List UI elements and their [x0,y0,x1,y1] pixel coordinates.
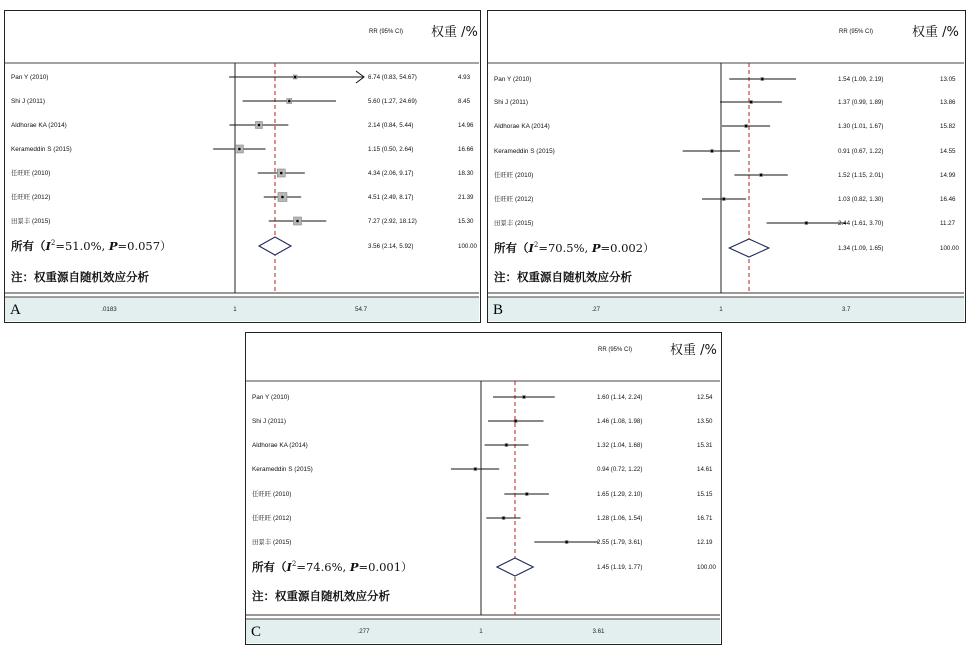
rr-ci-value: 2.14 (0.84, 5.44) [368,122,414,129]
study-row [11,145,474,153]
i-squared-symbol: I [528,241,534,255]
overall-diamond [497,558,533,576]
i-squared-value: =70.5%, [538,241,592,255]
study-name: 田景丰 (2015) [11,218,51,225]
study-name: 任旺旺 (2012) [252,515,292,522]
p-value: =0.057） [117,239,172,253]
random-effects-note: 注：权重源自随机效应分析 [11,270,149,284]
overall-diamond [729,239,769,257]
p-symbol: P [108,239,118,253]
overall-rr-ci: 1.34 (1.09, 1.65) [838,245,884,252]
weight-value: 14.61 [697,466,713,473]
study-row [252,537,713,546]
x-tick-label: 1 [719,306,723,313]
x-tick-label: .0183 [101,306,117,313]
study-row [252,442,713,449]
study-name: 田景丰 (2015) [252,539,292,546]
study-row [11,122,474,130]
study-row [494,76,956,83]
rr-ci-value: 1.28 (1.06, 1.54) [597,515,643,522]
i-squared-value: =74.6%, [296,560,350,574]
point-estimate [805,222,808,225]
point-estimate [565,541,568,544]
x-tick-label: .277 [357,628,370,635]
rr-ci-value: 5.60 (1.27, 24.69) [368,98,417,105]
rr-ci-header: RR (95% CI) [598,347,633,353]
weight-value: 12.19 [697,539,713,546]
point-estimate [523,396,526,399]
study-name: Shi J (2011) [494,99,528,106]
study-name: Pan Y (2010) [494,76,532,83]
weight-value: 11.27 [940,220,956,227]
i-squared-symbol: I [45,239,51,253]
overall-weight: 100.00 [940,245,959,252]
weight-value: 12.54 [697,394,713,401]
i-squared-superscript: 2 [533,241,539,249]
weight-header: 权重 /% [431,25,478,40]
point-estimate [280,172,283,175]
point-estimate [281,196,284,199]
point-estimate [288,100,291,103]
rr-ci-value: 1.65 (1.29, 2.10) [597,491,643,498]
weight-value: 13.86 [940,99,956,106]
study-row [11,168,474,177]
overall-rr-ci: 3.56 (2.14, 5.92) [368,243,414,250]
weight-value: 14.96 [458,122,474,129]
weight-value: 21.39 [458,194,474,201]
overall-weight: 100.00 [697,564,716,571]
study-row [252,466,713,473]
i-squared-superscript: 2 [291,560,297,568]
study-row [11,216,474,225]
overall-label [11,239,172,253]
study-row [494,123,956,130]
panel-label: A [10,302,21,318]
study-row [252,418,713,425]
i-squared-symbol: I [286,560,292,574]
weight-value: 13.05 [940,76,956,83]
point-estimate [760,174,763,177]
rr-ci-value: 7.27 (2.92, 18.12) [368,218,417,225]
study-row [252,489,713,498]
axis-band [246,619,720,643]
panel-label: C [251,624,262,640]
weight-value: 14.99 [940,172,956,179]
point-estimate [238,148,241,151]
rr-ci-value: 0.91 (0.67, 1.22) [838,148,884,155]
overall-weight: 100.00 [458,243,477,250]
study-name: Pan Y (2010) [252,394,290,401]
rr-ci-value: 6.74 (0.83, 54.67) [368,74,417,81]
study-name: 任旺旺 (2010) [11,170,51,177]
random-effects-note: 注：权重源自随机效应分析 [494,270,632,284]
study-name: Aldhorae KA (2014) [252,442,308,449]
rr-ci-value: 1.54 (1.09, 2.19) [838,76,884,83]
x-tick-label: 54.7 [355,306,368,313]
x-tick-label: 3.61 [592,628,605,635]
study-name: Aldhorae KA (2014) [11,122,67,129]
overall-rr-ci: 1.45 (1.19, 1.77) [597,564,643,571]
weight-header: 权重 /% [912,25,959,40]
forest-plot-b [488,11,964,321]
study-name: Kerameddin S (2015) [494,148,555,155]
study-name: Shi J (2011) [252,418,286,425]
point-estimate [505,444,508,447]
i-squared-value: =51.0%, [55,239,109,253]
weight-value: 15.82 [940,123,956,130]
rr-ci-header: RR (95% CI) [369,29,404,35]
point-estimate [745,125,748,128]
study-row [11,98,471,105]
p-symbol: P [349,560,359,574]
study-name: Shi J (2011) [11,98,45,105]
study-row [494,218,956,227]
i-squared-superscript: 2 [50,239,56,247]
rr-ci-value: 4.34 (2.06, 9.17) [368,170,414,177]
point-estimate [294,76,297,79]
overall-label [494,241,655,255]
weight-value: 8.45 [458,98,471,105]
rr-ci-value: 1.52 (1.15, 2.01) [838,172,884,179]
rr-ci-value: 1.30 (1.01, 1.67) [838,123,884,130]
p-symbol: P [591,241,601,255]
x-tick-label: 3.7 [841,306,851,313]
x-tick-label: 1 [479,628,483,635]
study-name: Pan Y (2010) [11,74,49,81]
point-estimate [258,124,261,127]
study-name: 任旺旺 (2012) [494,196,534,203]
point-estimate [711,150,714,153]
rr-ci-value: 1.46 (1.08, 1.98) [597,418,643,425]
axis-band [488,297,964,321]
point-estimate [502,517,505,520]
weight-value: 16.66 [458,146,474,153]
study-row [11,192,474,202]
overall-label-text: 所有（ [494,241,529,255]
study-name: Kerameddin S (2015) [11,146,72,153]
forest-plot-panel-b [487,10,966,323]
study-name: Kerameddin S (2015) [252,466,313,473]
weight-value: 18.30 [458,170,474,177]
weight-value: 4.93 [458,74,471,81]
point-estimate [526,493,529,496]
study-row [494,99,956,106]
study-name: Aldhorae KA (2014) [494,123,550,130]
p-value: =0.002） [600,241,655,255]
weight-value: 16.71 [697,515,713,522]
rr-ci-value: 1.60 (1.14, 2.24) [597,394,643,401]
rr-ci-header: RR (95% CI) [839,29,874,35]
study-row [494,148,956,155]
study-row [252,513,713,522]
overall-label-text: 所有（ [252,560,287,574]
rr-ci-value: 1.37 (0.99, 1.89) [838,99,884,106]
overall-label-text: 所有（ [11,239,46,253]
point-estimate [514,420,517,423]
study-row [252,394,713,401]
axis-band [5,297,479,321]
study-row [11,71,471,83]
overall-label [252,560,413,574]
study-name: 田景丰 (2015) [494,220,534,227]
forest-plot-a [5,11,479,321]
x-tick-label: .27 [591,306,601,313]
study-row [494,194,956,203]
forest-plot-panel-a [4,10,481,323]
weight-value: 13.50 [697,418,713,425]
rr-ci-value: 4.51 (2.49, 8.17) [368,194,414,201]
study-row [494,170,956,179]
study-name: 任旺旺 (2012) [11,194,51,201]
point-estimate [761,78,764,81]
rr-ci-value: 1.32 (1.04, 1.68) [597,442,643,449]
panel-label: B [493,302,504,318]
weight-value: 14.55 [940,148,956,155]
rr-ci-value: 1.03 (0.82, 1.30) [838,196,884,203]
point-estimate [750,101,753,104]
rr-ci-value: 2.55 (1.79, 3.61) [597,539,643,546]
point-estimate [474,468,477,471]
weight-value: 15.31 [697,442,713,449]
rr-ci-value: 1.15 (0.50, 2.64) [368,146,414,153]
random-effects-note: 注：权重源自随机效应分析 [252,589,390,603]
weight-header: 权重 /% [670,343,717,358]
rr-ci-value: 0.94 (0.72, 1.22) [597,466,643,473]
weight-value: 15.15 [697,491,713,498]
p-value: =0.001） [358,560,413,574]
forest-plot-c [246,333,720,643]
study-name: 任旺旺 (2010) [494,172,534,179]
point-estimate [723,198,726,201]
overall-diamond [259,237,291,255]
x-tick-label: 1 [233,306,237,313]
forest-plot-panel-c [245,332,722,645]
weight-value: 15.30 [458,218,474,225]
rr-ci-value: 2.44 (1.61, 3.70) [838,220,884,227]
point-estimate [296,220,299,223]
weight-value: 16.46 [940,196,956,203]
study-name: 任旺旺 (2010) [252,491,292,498]
